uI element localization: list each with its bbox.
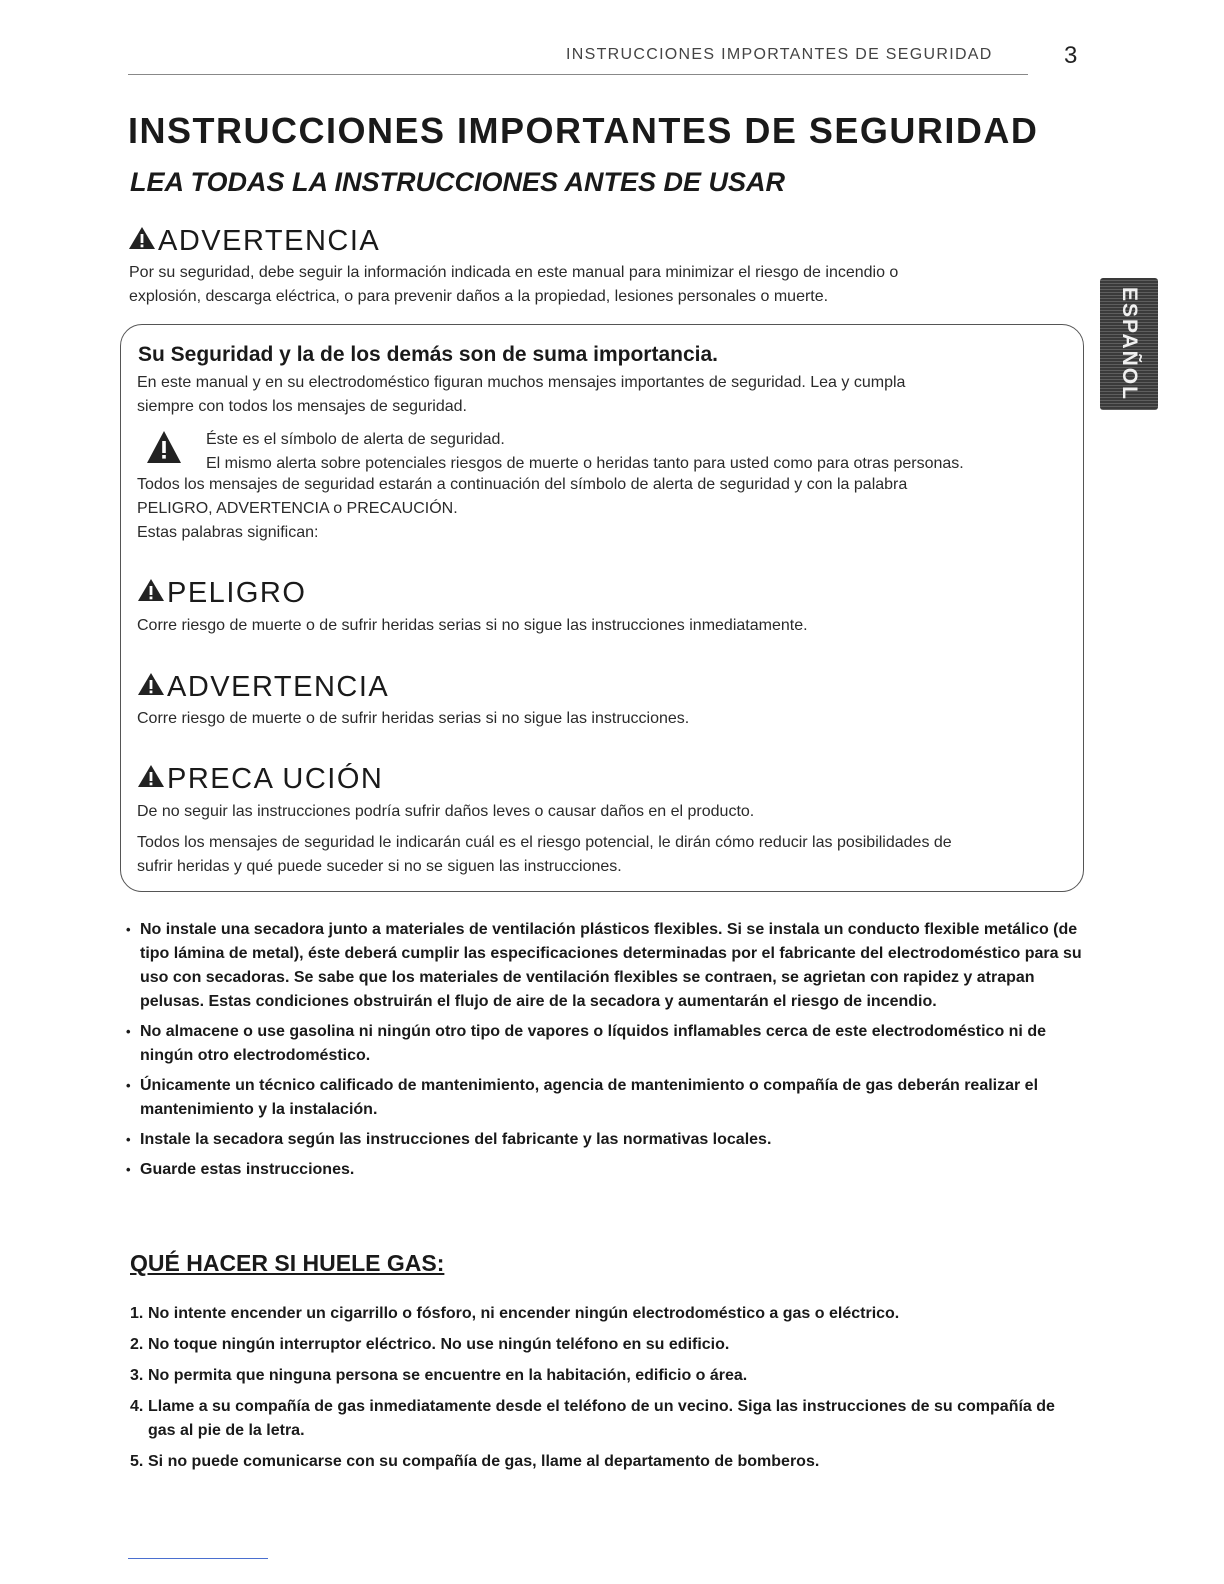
gas-steps-list <box>130 1302 1086 1481</box>
list-item <box>130 1395 1086 1443</box>
danger-text: Corre riesgo de muerte o de sufrir heridas serias si no sigue las instrucciones inmediatamente. <box>137 617 808 634</box>
warning-heading: ADVERTENCIA <box>137 672 389 702</box>
step-text: No intente encender un cigarrillo o fósforo, ni encender ningún electrodoméstico a gas o eléctrico. <box>148 1305 900 1322</box>
footer-divider <box>128 1558 268 1559</box>
list-item <box>130 1450 1086 1474</box>
page-number: 3 <box>1064 42 1078 69</box>
list-item <box>130 1302 1086 1326</box>
list-item: • Únicamente un técnico calificado de mantenimiento, agencia de mantenimiento o compañía de gas deberán realizar el mantenimiento y la instalación. <box>126 1074 1086 1122</box>
language-tab-label: ESPAÑOL <box>1118 287 1141 401</box>
warning-triangle-icon <box>137 672 165 696</box>
safety-alert-symbol-icon <box>146 430 182 464</box>
step-text: No toque ningún interruptor eléctrico. No use ningún teléfono en su edificio. <box>148 1336 730 1353</box>
danger-heading: PELIGRO <box>137 578 306 608</box>
caution-heading: PRECA UCIÓN <box>137 764 383 794</box>
list-item: • No instale una secadora junto a materiales de ventilación plásticos flexibles. Si se instala un conducto flexible metálico (de tipo lámina de metal), éste deberá cumplir las especificaciones determinadas por el fabricante del electrodoméstico para su uso con secadoras. Se sabe que los materiales de ventilación flexibles se contraen, se agrietan con rapidez y atrapan pelusas. Estas condiciones obstruirán el flujo de aire de la secadora y aumentarán el riesgo de incendio. <box>126 918 1086 1014</box>
list-item <box>130 1333 1086 1357</box>
step-text: No permita que ninguna persona se encuentre en la habitación, edificio o área. <box>148 1367 748 1384</box>
warning-triangle-icon <box>128 226 156 250</box>
warning-triangle-icon <box>137 764 165 788</box>
page-title: INSTRUCCIONES IMPORTANTES DE SEGURIDAD <box>128 110 1039 151</box>
list-item <box>130 1364 1086 1388</box>
header-divider <box>128 74 1028 75</box>
step-number: 5. <box>130 1453 144 1470</box>
page-subtitle: LEA TODAS LA INSTRUCCIONES ANTES DE USAR <box>130 167 786 197</box>
intro-warning-heading: ADVERTENCIA <box>128 226 380 256</box>
list-item: • Guarde estas instrucciones. <box>126 1158 1086 1182</box>
safety-bullet-list <box>126 918 1086 1188</box>
step-number: 4. <box>130 1398 144 1415</box>
warning-triangle-icon <box>137 578 165 602</box>
step-text: Si no puede comunicarse con su compañía de gas, llame al departamento de bomberos. <box>148 1453 820 1470</box>
warning-text: Corre riesgo de muerte o de sufrir heridas serias si no sigue las instrucciones. <box>137 710 690 727</box>
running-header: INSTRUCCIONES IMPORTANTES DE SEGURIDAD <box>566 46 993 63</box>
safety-box-signal-words-text: Todos los mensajes de seguridad estarán a continuación del símbolo de alerta de seguridad y con la palabra PELIGRO, ADVERTENCIA o PRECAUCIÓN. Estas palabras significan: <box>137 476 908 541</box>
list-item: • Instale la secadora según las instrucciones del fabricante y las normativas locales. <box>126 1128 1086 1152</box>
step-number: 2. <box>130 1336 144 1353</box>
gas-section-heading: QUÉ HACER SI HUELE GAS: <box>130 1250 445 1276</box>
language-tab <box>1100 278 1158 410</box>
step-text: Llame a su compañía de gas inmediatamente desde el teléfono de un vecino. Siga las instrucciones de su compañía de gas al pie de la letra. <box>148 1398 1055 1439</box>
safety-symbol-description: Éste es el símbolo de alerta de seguridad. El mismo alerta sobre potenciales riesgos de muerte o heridas tanto para usted como para otras personas. <box>206 431 964 472</box>
step-number: 3. <box>130 1367 144 1384</box>
intro-warning-text: Por su seguridad, debe seguir la información indicada en este manual para minimizar el riesgo de incendio o explosión, descarga eléctrica, o para prevenir daños a la propiedad, lesiones personales o muerte. <box>129 264 899 305</box>
safety-box-intro: En este manual y en su electrodoméstico figuran muchos mensajes importantes de seguridad. Lea y cumpla siempre con todos los mensajes de seguridad. <box>137 374 906 415</box>
step-number: 1. <box>130 1305 144 1322</box>
caution-text: De no seguir las instrucciones podría sufrir daños leves o causar daños en el producto. <box>137 803 755 820</box>
safety-box-title: Su Seguridad y la de los demás son de suma importancia. <box>138 343 719 366</box>
safety-box-closing-text: Todos los mensajes de seguridad le indicarán cuál es el riesgo potencial, le dirán cómo reducir las posibilidades de sufrir heridas y qué puede suceder si no se siguen las instrucciones. <box>137 834 952 875</box>
list-item: • No almacene o use gasolina ni ningún otro tipo de vapores o líquidos inflamables cerca de este electrodoméstico ni de ningún otro electrodoméstico. <box>126 1020 1086 1068</box>
